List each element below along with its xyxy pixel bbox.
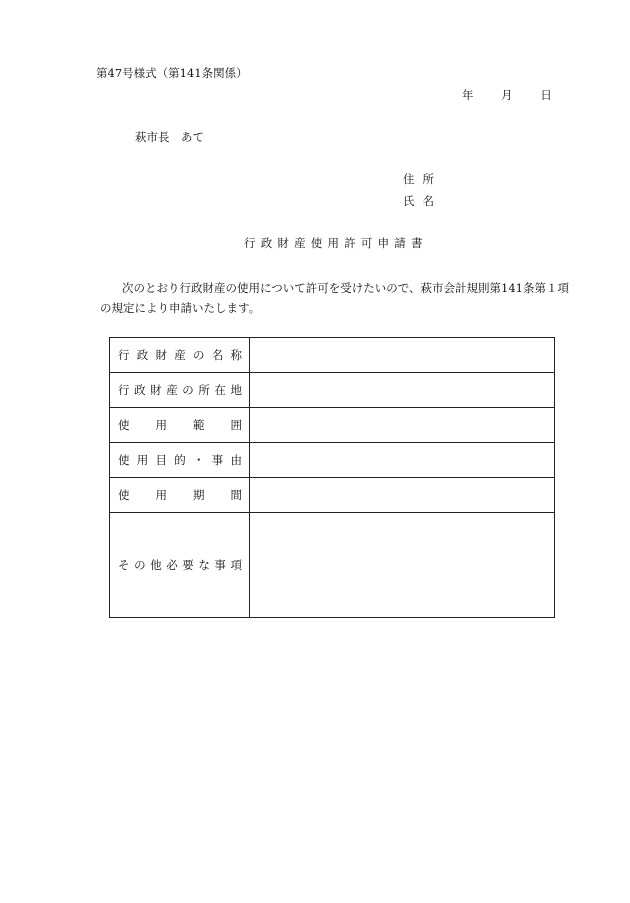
label-char: 範: [193, 418, 205, 432]
label-char: 使: [118, 418, 130, 432]
label-char: 行: [118, 348, 130, 362]
property-name-value[interactable]: [250, 338, 555, 373]
table-row: [110, 478, 555, 513]
usage-purpose-value[interactable]: [250, 443, 555, 478]
row-label: [110, 347, 249, 363]
label-char: 政: [134, 383, 146, 397]
table-row: [110, 408, 555, 443]
date-month-label: 月: [501, 88, 513, 102]
label-char: 財: [155, 348, 167, 362]
label-char: 用: [155, 488, 167, 502]
address-label: 住所: [403, 172, 442, 186]
label-char: の: [193, 348, 205, 362]
label-char: 事: [211, 453, 224, 467]
row-label: [110, 382, 249, 398]
label-char: な: [198, 558, 210, 572]
document-title: 行政財産使用許可申請書: [244, 236, 428, 250]
label-char: 的: [174, 453, 186, 467]
label-char: 由: [230, 453, 242, 467]
property-name-label-cell: [110, 338, 250, 373]
form-number: 第47号様式（第141条関係）: [96, 66, 248, 80]
usage-period-label-cell: [110, 478, 250, 513]
table-row: [110, 373, 555, 408]
property-location-value[interactable]: [250, 373, 555, 408]
other-matters-value[interactable]: [250, 513, 555, 618]
label-char: 名: [211, 348, 224, 362]
table-row: [110, 513, 555, 618]
label-char: 政: [136, 348, 149, 362]
body-text: 次のとおり行政財産の使用について許可を受けたいので、萩市会計規則第141条第１項の規定により申請いたします。: [100, 281, 569, 315]
label-char: の: [182, 383, 194, 397]
label-char: 用: [155, 418, 167, 432]
label-char: 必: [166, 558, 178, 572]
label-char: 称: [230, 348, 242, 362]
label-char: 産: [166, 383, 178, 397]
label-char: 用: [136, 453, 149, 467]
date-year-label: 年: [462, 88, 474, 102]
property-location-label-cell: [110, 373, 250, 408]
row-label: [110, 487, 249, 503]
addressee: 萩市長 あて: [135, 130, 204, 144]
name-label: 氏名: [403, 194, 442, 208]
label-char: 間: [230, 488, 242, 502]
label-char: ・: [193, 453, 205, 467]
table-row: [110, 443, 555, 478]
row-label: [110, 417, 249, 433]
row-label: [110, 452, 249, 468]
label-char: 目: [155, 453, 167, 467]
usage-scope-value[interactable]: [250, 408, 555, 443]
label-char: そ: [118, 558, 130, 572]
usage-period-value[interactable]: [250, 478, 555, 513]
label-char: 在: [214, 383, 226, 397]
label-char: 他: [150, 558, 162, 572]
label-char: 行: [118, 383, 130, 397]
label-char: 要: [182, 558, 194, 572]
label-char: 使: [118, 453, 130, 467]
other-matters-label-cell: [110, 513, 250, 618]
row-label: [110, 557, 249, 573]
usage-purpose-label-cell: [110, 443, 250, 478]
date-day-label: 日: [540, 88, 552, 102]
label-char: 産: [174, 348, 186, 362]
label-char: の: [134, 558, 146, 572]
label-char: 事: [214, 558, 226, 572]
label-char: 使: [118, 488, 130, 502]
label-char: 所: [198, 383, 210, 397]
label-char: 囲: [230, 418, 242, 432]
label-char: 地: [230, 383, 242, 397]
usage-scope-label-cell: [110, 408, 250, 443]
label-char: 財: [150, 383, 162, 397]
date-line: [462, 90, 552, 102]
table-row: [110, 338, 555, 373]
label-char: 項: [230, 558, 242, 572]
application-table: [109, 337, 555, 618]
label-char: 期: [193, 488, 205, 502]
